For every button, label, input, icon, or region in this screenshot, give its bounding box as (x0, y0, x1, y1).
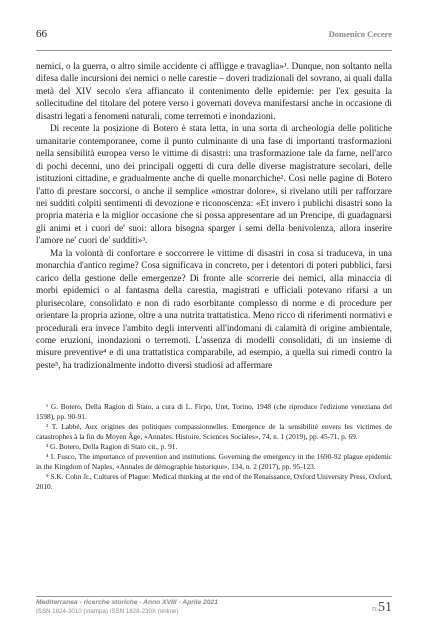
header-rule (36, 50, 392, 51)
footer-rule (36, 596, 392, 597)
running-header (36, 28, 392, 40)
page (36, 28, 392, 492)
footnote: ¹ G. Botero, Della Ragion di Stato, a cura di L. Firpo, Utet, Torino, 1948 (che riproduce l'edizione veneziana del 1598), pp. 90-91. (36, 402, 392, 421)
issue-number (372, 600, 392, 616)
paragraph: Di recente la posizione di Botero è stata letta, in una sorta di archeologia delle politiche umanitarie contemporanee, come il punto culminante di una fase di importanti trasformazioni nella sensibilità europea verso le vittime di disastri: una trasformazione tale da farne, nell'arco di pochi decenni, uno dei principali oggetti di cura delle diverse magistrature secolari, delle istituzioni cittadine, e gradualmente anche di quelle monarchiche². Così nelle pagine di Botero l'atto di prestare soccorsi, o anche il semplice «mostrar dolore», si rivelano utili per rafforzare nei sudditi colpiti sentimenti di devozione e riconoscenza: «Et invero i publichi disastri sono la propria materia e la miglior occasione che si possa appresentare ad un Prencipe, di guadagnarsi gli animi et i cuori de' suoi: allora bisogna sparger i semi della benivolenza, allora inserire l'amore ne' cuori de' sudditi»³. (36, 124, 392, 247)
issn-line: ISSN 1824-3010 (stampa) ISSN 1828-230X (online) (36, 608, 179, 615)
journal-title: Mediterranea - ricerche storiche - Anno XVIII - Aprile 2021 (36, 599, 218, 606)
footnote: ⁵ S.K. Cohn Jr., Cultures of Plague: Medical thinking at the end of the Renaissance, Oxford University Press, Oxford, 2010. (36, 472, 392, 491)
issue-label: n. (372, 606, 378, 613)
page-number: 66 (36, 28, 47, 40)
page-footer (36, 596, 392, 615)
footnotes (36, 402, 392, 491)
running-author: Domenico Cecere (328, 29, 392, 39)
body-text (36, 61, 392, 372)
footnote: ⁴ I. Fusco, The importance of prevention and institutions. Governing the emergency in the 1690-92 plague epidemic in the Kingdom of Naples, «Annales de démographie historique», 134, n. 2 (2017), pp. 95-123. (36, 452, 392, 471)
footnote: ³ G. Botero, Della Ragion di Stato cit., p. 91. (46, 441, 178, 451)
paragraph: Ma la volontà di confortare e soccorrere le vittime di disastri in cosa si traduceva, in una monarchia d'antico regime? Cosa significava in concreto, per i detentori di poteri pubblici, farsi carico della gestione delle emergenze? Di fronte alle scorrerie dei nemici, alla minaccia di morbi epidemici o al fantasma della carestia, magistrati e ufficiali potevano rifarsi a un plurisecolare, consolidato e non di rado esorbitante complesso di norme e di procedure per orientare la propria azione, oltre a una nutrita trattatistica. Meno ricco di riferimenti normativi e procedurali era invece l'ambito degli interventi all'indomani di calamità di origine ambientale, come eruzioni, inondazioni o terremoti. L'assenza di modelli consolidati, di un insieme di misure preventive⁴ e di una trattatistica comparabile, ad esempio, a quella sui rimedi contro la peste⁵, ha tradizionalmente indotto diversi studiosi ad affermare (36, 248, 392, 371)
paragraph: nemici, o la guerra, o altro simile accidente ci affligge e travaglia»¹. Dunque, non soltanto nella difesa dalle incursioni dei nemici o nelle carestie – doveri tradizionali del sovrano, ai quali dalla metà del XIV secolo s'era affiancato il contenimento delle epidemie: per l'ex gesuita la sollecitudine del titolare del potere verso i governati doveva manifestarsi anche in occasione di disastri legati a fenomeni naturali, come terremoti e inondazioni. (36, 62, 392, 122)
footnote: ² T. Labbé, Aux origines des politiques compassionnelles. Emergence de la sensibilité envers les victimes de catastrophes à la fin du Moyen Âge, «Annales. Histoire, Sciences Sociales», 74, n. 1 (2019), pp. 45-71, p. 69. (36, 422, 392, 441)
issue-number-value: 51 (378, 600, 392, 615)
